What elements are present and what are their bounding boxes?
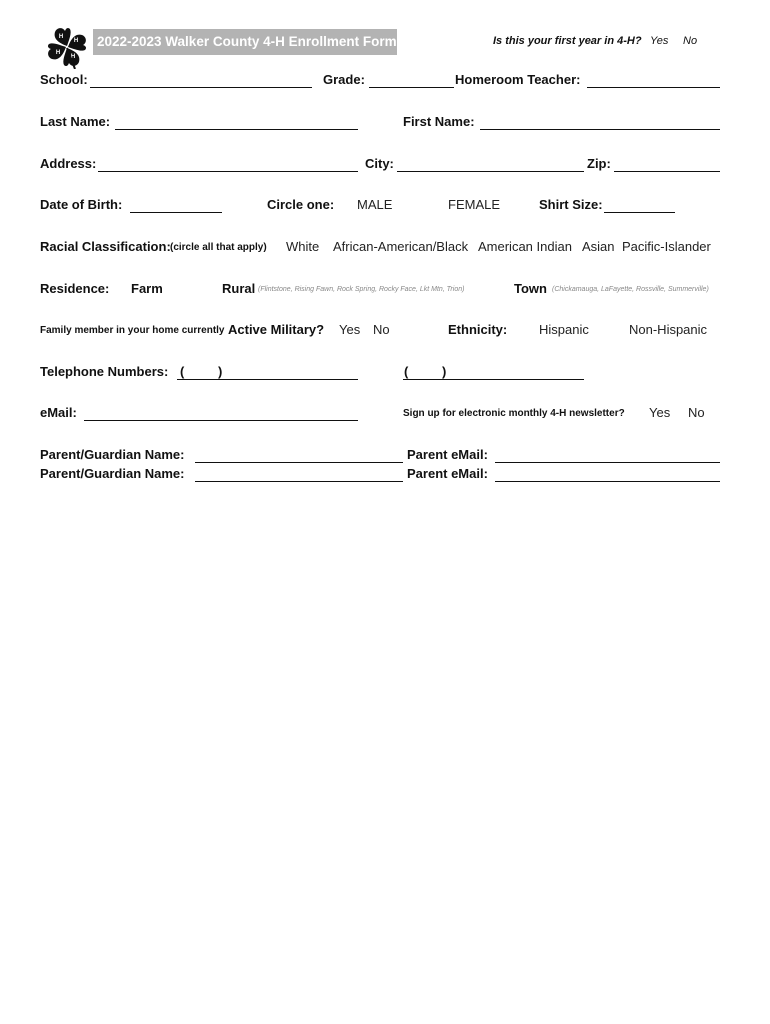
ethnicity-non-hispanic-option[interactable]: Non-Hispanic <box>629 322 708 337</box>
school-field[interactable] <box>90 73 312 88</box>
parent-email-label-2: Parent eMail: <box>407 466 488 481</box>
family-military-prefix: Family member in your home currently <box>40 325 225 336</box>
race-american-indian-option[interactable]: American Indian <box>478 239 572 254</box>
grade-field[interactable] <box>369 73 454 88</box>
four-h-clover-icon <box>45 25 89 69</box>
first-name-label: First Name: <box>403 114 475 129</box>
svg-text:H: H <box>73 38 79 44</box>
race-asian-option[interactable]: Asian <box>582 239 615 254</box>
form-title: 2022-2023 Walker County 4-H Enrollment Form <box>93 29 397 55</box>
circle-one-label: Circle one: <box>267 197 335 212</box>
school-label: School: <box>40 72 88 87</box>
parent-guardian-name-label-2: Parent/Guardian Name: <box>40 466 185 481</box>
homeroom-teacher-field[interactable] <box>587 73 720 88</box>
date-of-birth-label: Date of Birth: <box>40 197 123 212</box>
newsletter-no-option[interactable]: No <box>688 405 705 420</box>
ethnicity-label: Ethnicity: <box>448 322 508 337</box>
military-yes-option[interactable]: Yes <box>339 322 361 337</box>
address-field[interactable] <box>98 157 358 172</box>
racial-classification-label: Racial Classification: <box>40 239 171 254</box>
active-military-label: Active Military? <box>228 322 325 337</box>
race-white-option[interactable]: White <box>286 239 320 254</box>
phone-1-open-paren: ( <box>180 364 185 379</box>
svg-text:H: H <box>58 34 64 40</box>
svg-text:H: H <box>70 54 76 60</box>
shirt-size-label: Shirt Size: <box>539 197 603 212</box>
zip-field[interactable] <box>614 157 720 172</box>
residence-town-option[interactable]: Town <box>514 281 547 296</box>
city-label: City: <box>365 156 394 171</box>
race-african-american-option[interactable]: African-American/Black <box>333 239 469 254</box>
telephone-field-1[interactable] <box>177 365 358 380</box>
last-name-field[interactable] <box>115 115 358 130</box>
ethnicity-hispanic-option[interactable]: Hispanic <box>539 322 589 337</box>
phone-2-close-paren: ) <box>442 364 447 379</box>
address-label: Address: <box>40 156 97 171</box>
gender-female-option[interactable]: FEMALE <box>448 197 501 212</box>
military-no-option[interactable]: No <box>373 322 390 337</box>
town-list-note: (Chickamauga, LaFayette, Rossville, Summerville) <box>552 286 709 293</box>
parent-guardian-name-field-2[interactable] <box>195 467 403 482</box>
residence-farm-option[interactable]: Farm <box>131 281 163 296</box>
shirt-size-field[interactable] <box>604 198 675 213</box>
newsletter-yes-option[interactable]: Yes <box>649 405 671 420</box>
date-of-birth-field[interactable] <box>130 198 222 213</box>
email-field[interactable] <box>84 406 358 421</box>
parent-guardian-name-field-1[interactable] <box>195 448 403 463</box>
phone-2-open-paren: ( <box>404 364 409 379</box>
parent-guardian-name-label-1: Parent/Guardian Name: <box>40 447 185 462</box>
homeroom-teacher-label: Homeroom Teacher: <box>455 72 581 87</box>
phone-1-close-paren: ) <box>218 364 223 379</box>
last-name-label: Last Name: <box>40 114 111 129</box>
svg-text:H: H <box>55 50 61 56</box>
residence-rural-option[interactable]: Rural <box>222 281 256 296</box>
parent-email-field-1[interactable] <box>495 448 720 463</box>
newsletter-question: Sign up for electronic monthly 4-H newsletter? <box>403 408 625 419</box>
rural-towns-note: (Flintstone, Rising Fawn, Rock Spring, Rocky Face, Lkt Mtn, Trion) <box>258 286 465 293</box>
residence-label: Residence: <box>40 281 110 296</box>
zip-label: Zip: <box>587 156 611 171</box>
first-year-yes-option[interactable]: Yes <box>650 35 669 47</box>
racial-note: (circle all that apply) <box>170 242 267 253</box>
email-label: eMail: <box>40 405 77 420</box>
telephone-label: Telephone Numbers: <box>40 364 169 379</box>
city-field[interactable] <box>397 157 584 172</box>
parent-email-label-1: Parent eMail: <box>407 447 488 462</box>
first-year-no-option[interactable]: No <box>683 35 698 47</box>
gender-male-option[interactable]: MALE <box>357 197 393 212</box>
grade-label: Grade: <box>323 72 365 87</box>
parent-email-field-2[interactable] <box>495 467 720 482</box>
first-year-question: Is this your first year in 4-H? <box>493 35 642 47</box>
race-pacific-islander-option[interactable]: Pacific-Islander <box>622 239 711 254</box>
telephone-field-2[interactable] <box>403 365 584 380</box>
first-name-field[interactable] <box>480 115 720 130</box>
